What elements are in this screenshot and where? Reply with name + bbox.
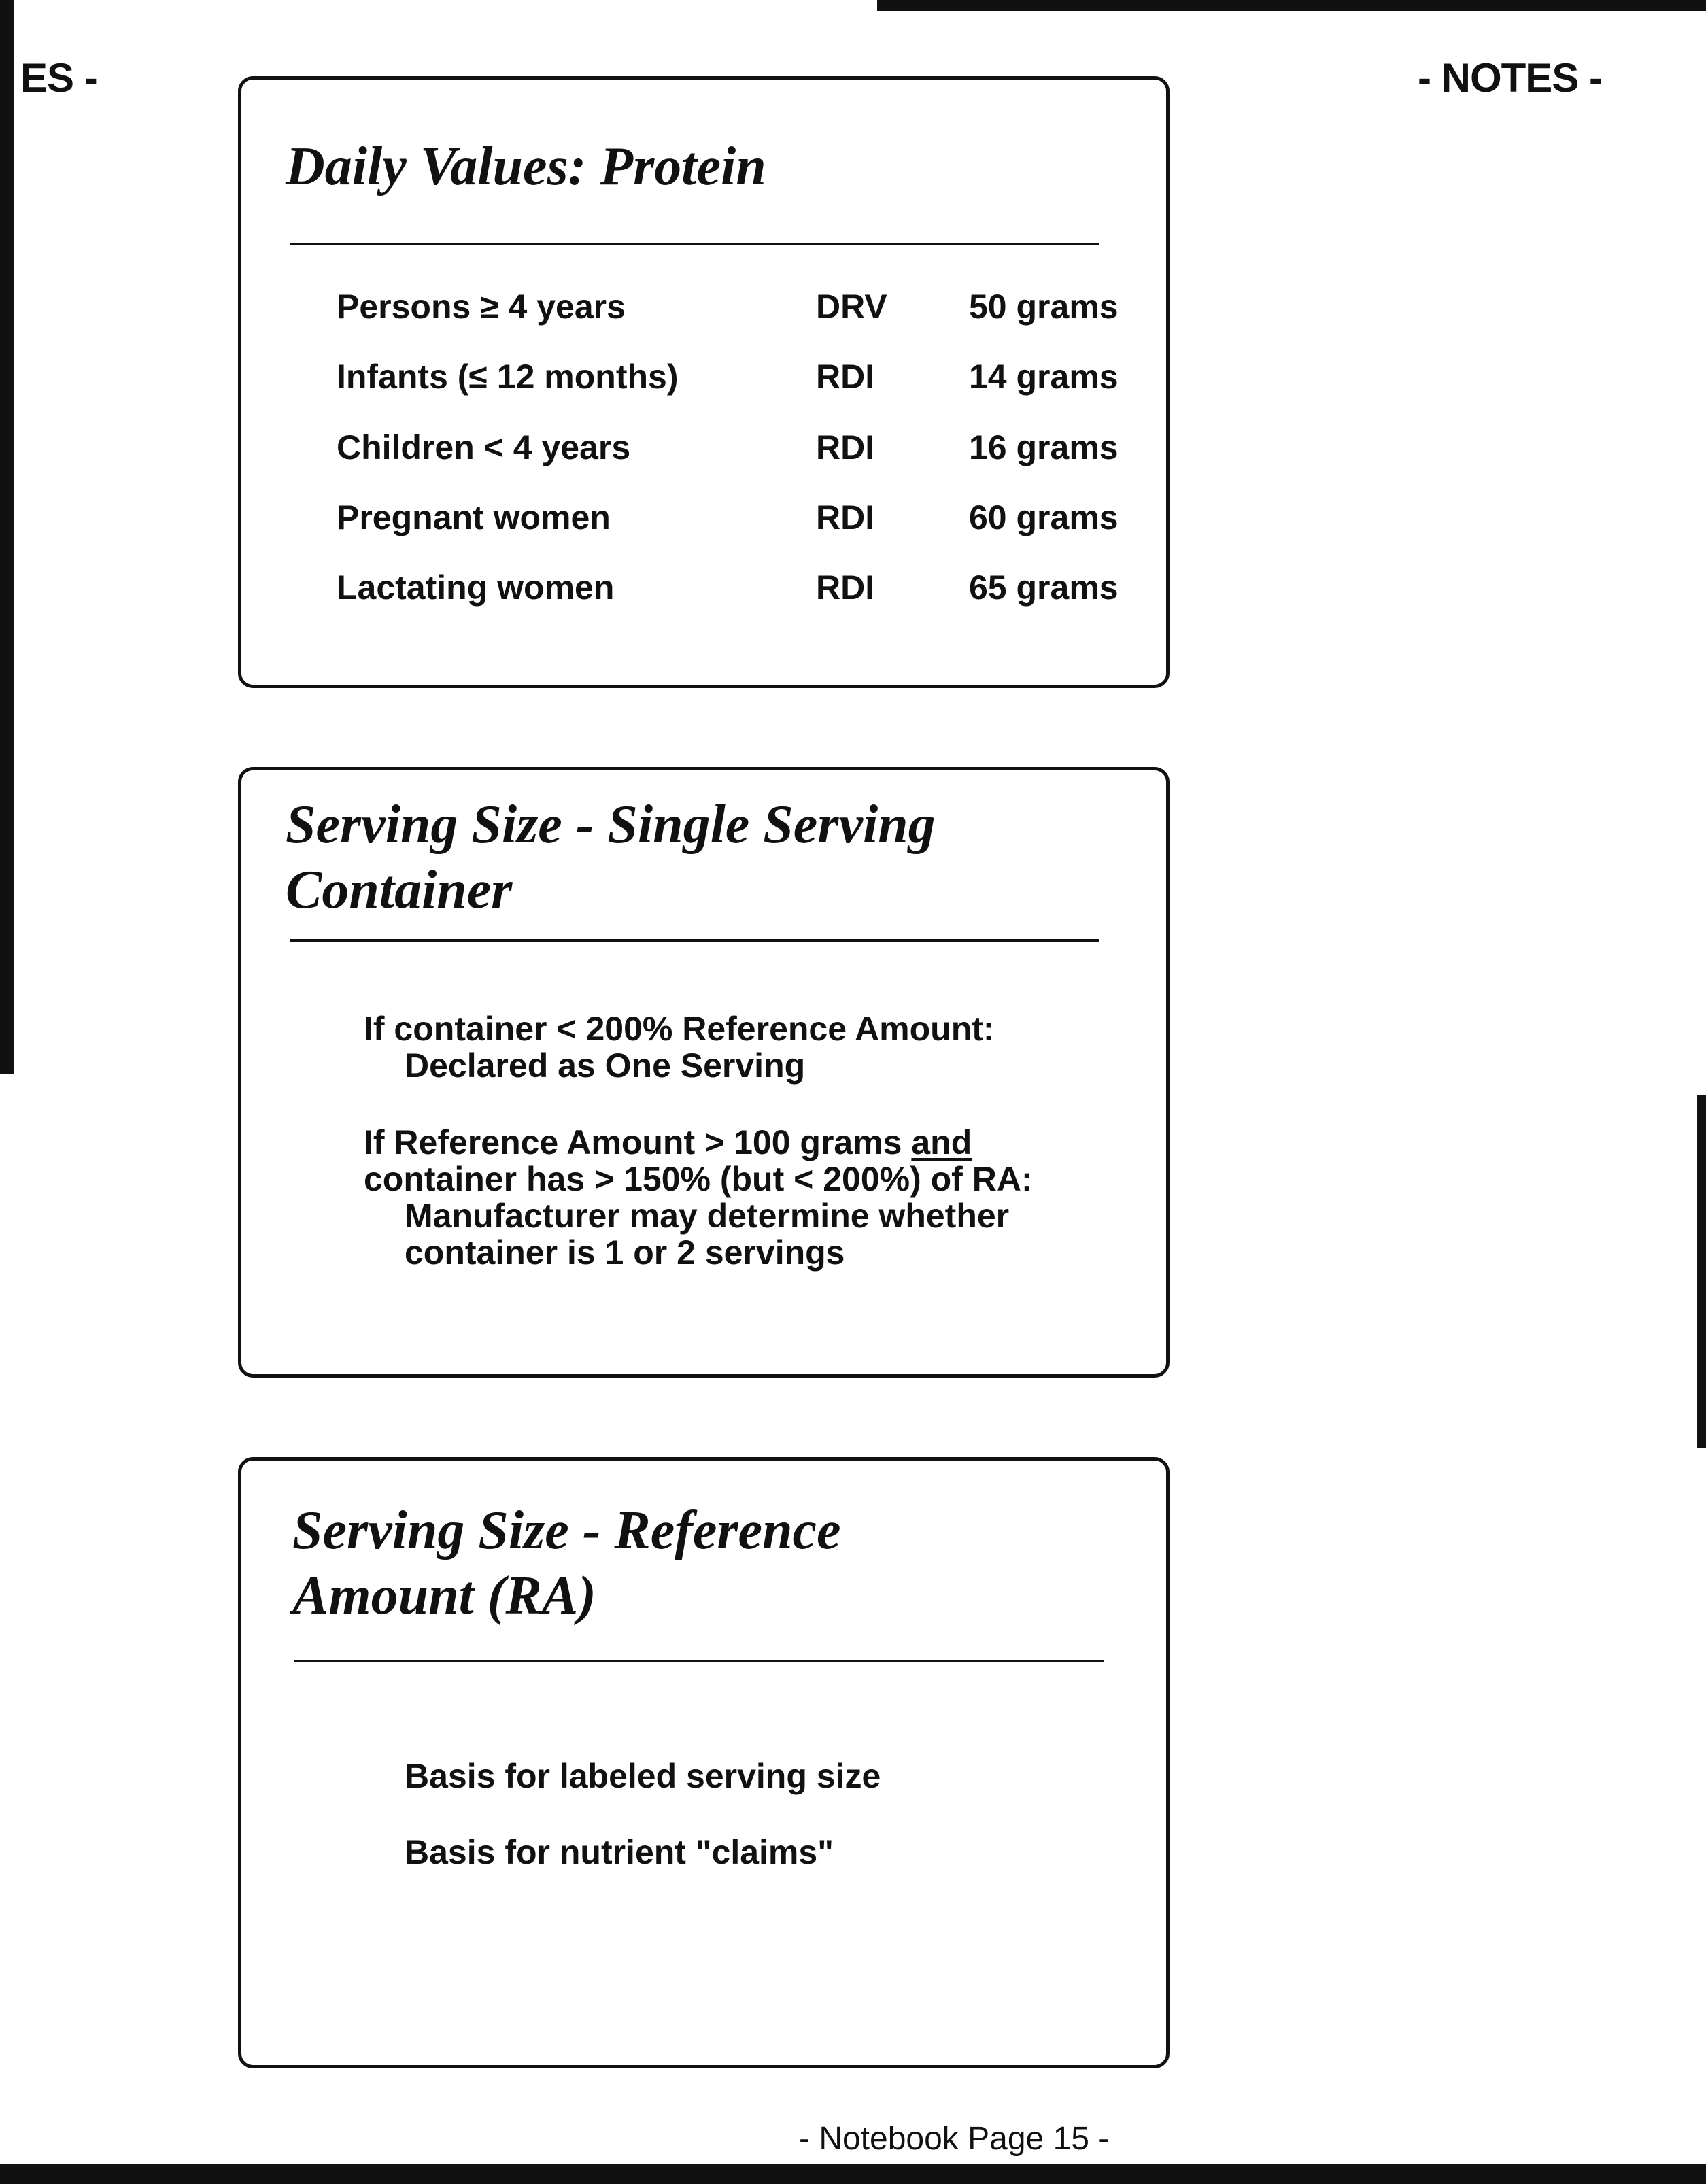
paragraph-text: If Reference Amount > 100 grams: [364, 1123, 912, 1161]
list-item: Basis for labeled serving size: [405, 1757, 881, 1795]
slide-title: Daily Values: Protein: [286, 137, 766, 197]
scan-edge-left: [0, 0, 14, 1074]
table-row: [337, 428, 1153, 475]
population-group: Lactating women: [337, 568, 615, 607]
value-type: DRV: [816, 288, 887, 326]
table-row: [337, 357, 1153, 405]
scan-edge-bottom: [0, 2164, 1706, 2184]
title-rule: [294, 1660, 1104, 1662]
title-rule: [290, 243, 1099, 245]
title-rule: [290, 939, 1099, 942]
protein-amount: 50 grams: [969, 288, 1119, 326]
slide-serving-size-reference: [238, 1457, 1170, 2068]
paragraph-line: If container < 200% Reference Amount:: [364, 1010, 995, 1048]
paragraph-line: container has > 150% (but < 200%) of RA:: [364, 1160, 1033, 1198]
rule-paragraph-2: [364, 1124, 1146, 1271]
scan-edge-right: [1697, 1095, 1706, 1448]
slide-daily-values-protein: [238, 76, 1170, 688]
population-group: Infants (≤ 12 months): [337, 358, 679, 396]
protein-amount: 65 grams: [969, 568, 1119, 607]
underlined-and: and: [911, 1123, 972, 1161]
scan-edge-top: [877, 0, 1706, 11]
value-type: RDI: [816, 568, 875, 607]
slide-title-line1: Serving Size - Reference: [292, 1501, 841, 1560]
slide-title-line2: Amount (RA): [292, 1566, 596, 1626]
value-type: RDI: [816, 498, 875, 536]
page-footer: - Notebook Page 15 -: [799, 2121, 1110, 2157]
slide-title: [286, 792, 1125, 923]
slide-title-line1: Serving Size - Single Serving: [286, 795, 936, 855]
notes-header-left: ES -: [20, 55, 97, 101]
protein-amount: 16 grams: [969, 428, 1119, 466]
population-group: Children < 4 years: [337, 428, 631, 466]
value-type: RDI: [816, 358, 875, 396]
slide-title: [292, 1498, 1125, 1628]
value-type: RDI: [816, 428, 875, 466]
rule-paragraph-1: [364, 1010, 1146, 1084]
paragraph-line: container is 1 or 2 servings: [405, 1233, 845, 1272]
protein-amount: 14 grams: [969, 358, 1119, 396]
population-group: Persons ≥ 4 years: [337, 288, 626, 326]
list-item: Basis for nutrient "claims": [405, 1833, 834, 1871]
table-row: [337, 498, 1153, 545]
table-row: [337, 287, 1153, 335]
paragraph-line: Manufacturer may determine whether: [405, 1197, 1010, 1235]
paragraph-line: [364, 1124, 1146, 1161]
table-row: [337, 568, 1153, 615]
slide-title-line2: Container: [286, 860, 513, 920]
notes-header-right: - NOTES -: [1418, 55, 1602, 101]
paragraph-line: Declared as One Serving: [405, 1046, 806, 1085]
protein-amount: 60 grams: [969, 498, 1119, 536]
population-group: Pregnant women: [337, 498, 611, 536]
slide-serving-size-single: [238, 767, 1170, 1378]
